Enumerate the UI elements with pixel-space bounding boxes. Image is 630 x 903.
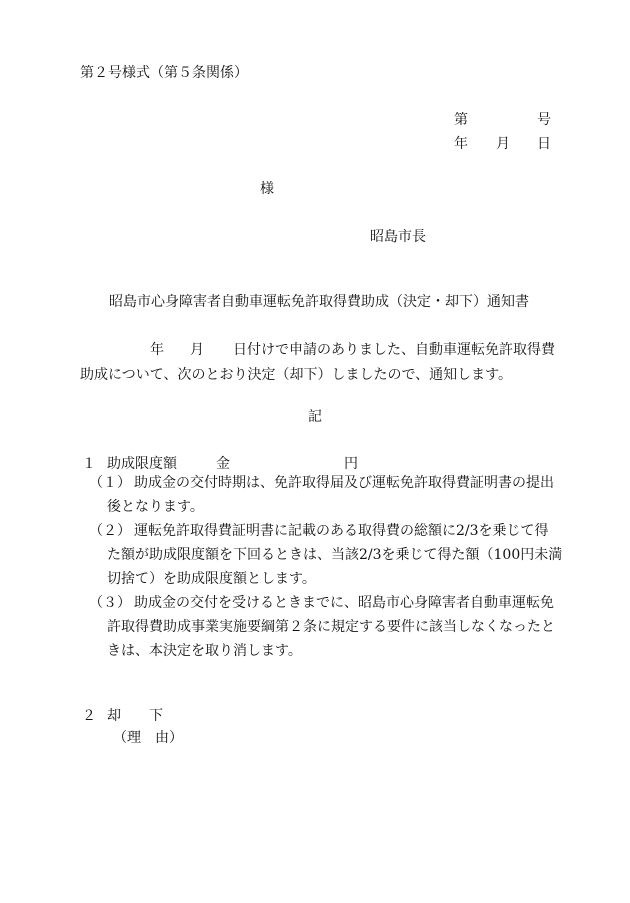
date-day: 日 bbox=[537, 136, 551, 152]
section-2-reason: （理 由） bbox=[113, 730, 183, 746]
section-2-number: ２ bbox=[82, 708, 96, 724]
section-1-yen: 円 bbox=[344, 456, 358, 472]
form-label: 第２号様式（第５条関係） bbox=[80, 65, 248, 81]
item-2-line-1: 運転免許取得費証明書に記載のある取得費の総額に2/3を乗じて得 bbox=[134, 523, 549, 539]
document-title: 昭島市心身障害者自動車運転免許取得費助成（決定・却下）通知書 bbox=[109, 294, 529, 310]
item-2-number: （２） bbox=[89, 523, 131, 539]
issuer: 昭島市長 bbox=[370, 229, 426, 245]
item-1-number: （１） bbox=[89, 475, 131, 491]
intro-month: 月 bbox=[190, 342, 204, 358]
item-3-number: （３） bbox=[89, 595, 131, 611]
date-month: 月 bbox=[496, 136, 510, 152]
intro-line1: 日付けで申請のありました、自動車運転免許取得費 bbox=[233, 342, 555, 358]
ki-heading: 記 bbox=[308, 409, 322, 425]
number-prefix: 第 bbox=[454, 112, 468, 128]
item-2-line-2: た額が助成限度額を下回るときは、当該2/3を乗じて得た額（100円未満 bbox=[107, 547, 563, 563]
section-1-number: １ bbox=[82, 456, 96, 472]
number-suffix: 号 bbox=[537, 112, 551, 128]
item-3-line-1: 助成金の交付を受けるときまでに、昭島市心身障害者自動車運転免 bbox=[134, 595, 554, 611]
item-2-line-3: 切捨て）を助成限度額とします。 bbox=[107, 571, 316, 587]
section-1-label: 助成限度額 bbox=[107, 456, 177, 472]
item-1-line-1: 助成金の交付時期は、免許取得届及び運転免許取得費証明書の提出 bbox=[134, 475, 554, 491]
intro-year: 年 bbox=[150, 342, 164, 358]
addressee-suffix: 様 bbox=[260, 181, 274, 197]
item-1-line-2: 後となります。 bbox=[107, 499, 204, 515]
intro-line2: 助成について、次のとおり決定（却下）しましたので、通知します。 bbox=[80, 367, 513, 383]
section-1-kin: 金 bbox=[216, 456, 230, 472]
section-2-label-a: 却 bbox=[107, 708, 121, 724]
item-3-line-2: 許取得費助成事業実施要綱第２条に規定する要件に該当しなくなったと bbox=[107, 619, 555, 635]
section-2-label-b: 下 bbox=[149, 708, 163, 724]
item-3-line-3: きは、本決定を取り消します。 bbox=[107, 643, 302, 659]
date-year: 年 bbox=[454, 136, 468, 152]
